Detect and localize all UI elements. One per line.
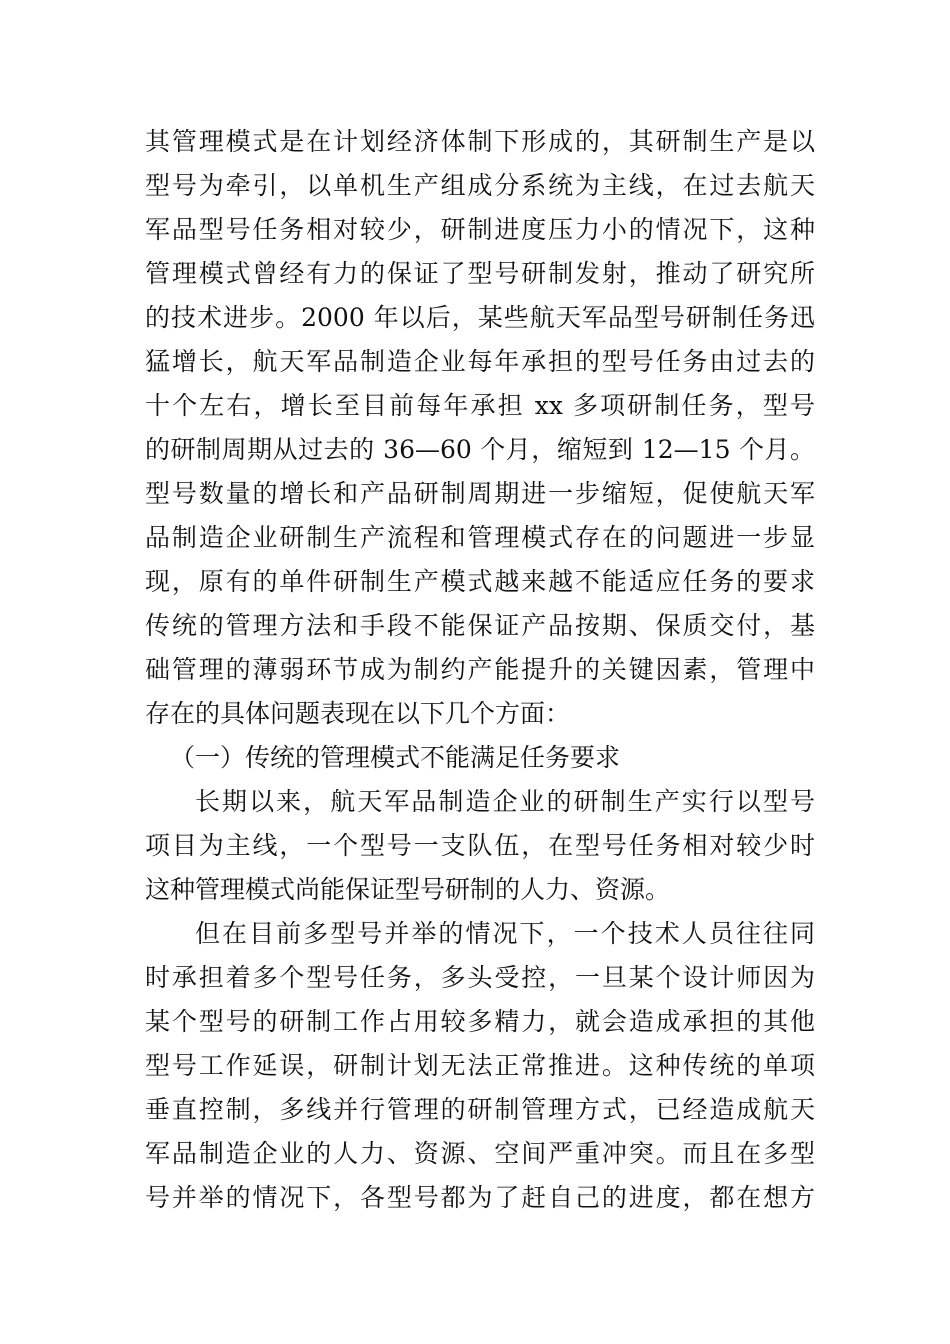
body-text-line: 的技术进步。2000 年以后，某些航天军品型号研制任务迅 [145,303,815,332]
body-text-line: 型号为牵引，以单机生产组成分系统为主线，在过去航天 [145,171,815,200]
body-text-line: 项目为主线，一个型号一支队伍，在型号任务相对较少时 [145,831,815,860]
body-text-line: 十个左右，增长至目前每年承担 xx 多项研制任务，型号 [145,391,815,420]
body-text-line: 猛增长，航天军品制造企业每年承担的型号任务由过去的 [145,347,815,376]
body-text-line: 这种管理模式尚能保证型号研制的人力、资源。 [145,875,671,904]
body-text-line: 型号数量的增长和产品研制周期进一步缩短，促使航天军 [145,479,815,508]
body-text-line: 军品制造企业的人力、资源、空间严重冲突。而且在多型 [145,1139,815,1168]
body-text-line: 号并举的情况下，各型号都为了赶自己的进度，都在想方 [145,1183,815,1212]
body-text-line: 的研制周期从过去的 36—60 个月，缩短到 12—15 个月。 [145,435,815,464]
section-heading: （一）传统的管理模式不能满足任务要求 [170,743,621,772]
body-text-line: 型号工作延误，研制计划无法正常推进。这种传统的单项 [145,1051,815,1080]
body-text-line: 础管理的薄弱环节成为制约产能提升的关键因素，管理中 [145,655,815,684]
body-text-line: 传统的管理方法和手段不能保证产品按期、保质交付，基 [145,611,815,640]
paragraph-first-line: 长期以来，航天军品制造企业的研制生产实行以型号 [195,787,815,816]
body-text-line: 现，原有的单件研制生产模式越来越不能适应任务的要求 [145,567,815,596]
body-text-line: 军品型号任务相对较少，研制进度压力小的情况下，这种 [145,215,815,244]
body-text-line: 其管理模式是在计划经济体制下形成的，其研制生产是以 [145,127,815,156]
body-text-line: 品制造企业研制生产流程和管理模式存在的问题进一步显 [145,523,815,552]
body-text-line: 某个型号的研制工作占用较多精力，就会造成承担的其他 [145,1007,815,1036]
body-text-line: 管理模式曾经有力的保证了型号研制发射，推动了研究所 [145,259,815,288]
body-text-line: 存在的具体问题表现在以下几个方面： [145,699,571,728]
body-text-line: 垂直控制，多线并行管理的研制管理方式，已经造成航天 [145,1095,815,1124]
body-text-line: 时承担着多个型号任务，多头受控，一旦某个设计师因为 [145,963,815,992]
paragraph-first-line: 但在目前多型号并举的情况下，一个技术人员往往同 [195,919,815,948]
